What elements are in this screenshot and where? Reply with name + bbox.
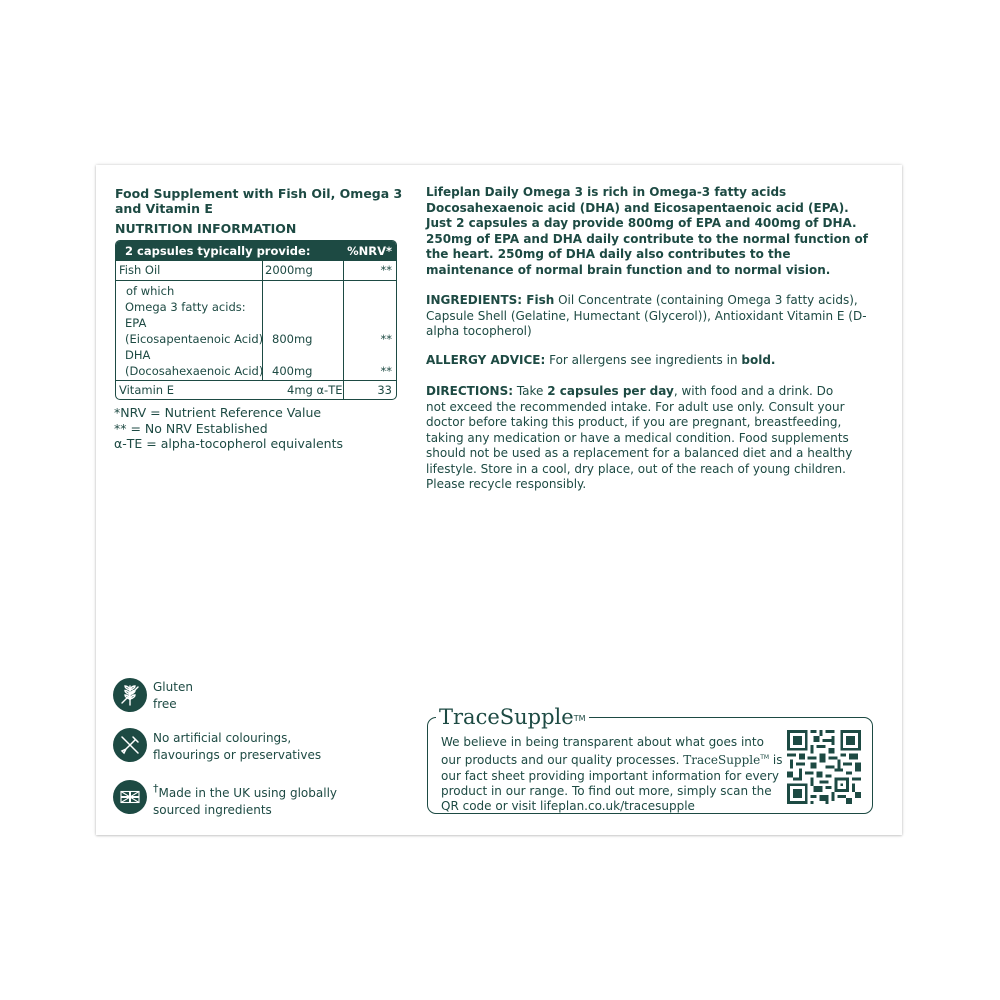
vitamin-e-name: Vitamin E xyxy=(119,383,174,397)
tracesupple-title xyxy=(436,705,589,729)
badge-line: free xyxy=(153,697,177,711)
footnote: α-TE = alpha-tocopherol equivalents xyxy=(114,436,344,451)
tracesupple-box xyxy=(427,705,873,814)
qr-code-icon[interactable] xyxy=(787,730,861,804)
divider-row1 xyxy=(116,280,396,281)
product-heading: Food Supplement with Fish Oil, Omega 3 and Vitamin E xyxy=(115,186,403,216)
fish-oil-nrv: ** xyxy=(380,263,392,277)
allergy-label: ALLERGY ADVICE: xyxy=(426,353,546,367)
nutrition-table-header xyxy=(116,241,396,261)
directions-label: DIRECTIONS: xyxy=(426,384,514,398)
divider-col1 xyxy=(262,261,263,380)
footnote: ** = No NRV Established xyxy=(114,420,268,436)
dha-amount: 400mg xyxy=(272,364,313,378)
header-right: %NRV* xyxy=(347,244,392,258)
badge-made-in-uk xyxy=(153,780,337,819)
badge-line: Gluten xyxy=(153,680,193,694)
trace-body-1: We believe in being transparent about what goes into our products and our quality processes. xyxy=(441,735,764,768)
dagger-mark: † xyxy=(153,782,159,795)
trademark: TM xyxy=(573,714,586,723)
footnote: *NRV = Nutrient Reference Value xyxy=(114,405,322,420)
back-panel xyxy=(96,165,902,835)
ingredients-text: Oil Concentrate (containing Omega 3 fatty acids), Capsule Shell (Gelatine, Humectant (Glycerol)), Antioxidant Vitamin E (D-alpha tocopherol) xyxy=(426,293,867,338)
trace-body-2: is our fact sheet providing important information for every product in our range. To find out more, simply scan the QR code or visit lifeplan.co.uk/tracesupple xyxy=(441,753,783,814)
of-which-label: of which xyxy=(126,284,175,298)
epa-name: EPA xyxy=(125,316,147,330)
header-left: 2 capsules typically provide: xyxy=(125,244,311,258)
trace-brand: TraceSupple xyxy=(683,753,761,768)
tracesupple-logo: TraceSupple xyxy=(439,705,574,729)
directions-bold: 2 capsules per day xyxy=(547,384,674,398)
trademark-small: TM xyxy=(760,754,770,762)
allergy-bold: bold. xyxy=(741,353,776,367)
no-dropper-icon xyxy=(113,728,147,762)
epa-nrv: ** xyxy=(380,332,392,346)
directions-pre: Take xyxy=(513,384,548,398)
nutrition-title: NUTRITION INFORMATION xyxy=(115,221,297,236)
ingredients xyxy=(426,293,881,340)
allergy-text: For allergens see ingredients in xyxy=(545,353,742,367)
dha-nrv: ** xyxy=(380,364,392,378)
allergy-advice xyxy=(426,353,881,369)
epa-amount: 800mg xyxy=(272,332,313,346)
badge-line: No artificial colourings, xyxy=(153,731,292,745)
nutrition-table xyxy=(115,240,397,400)
dha-full: (Docosahexaenoic Acid) xyxy=(125,364,264,378)
fish-oil-amount: 2000mg xyxy=(265,263,313,277)
omega-label: Omega 3 fatty acids: xyxy=(125,300,246,314)
badge-gluten-free xyxy=(153,679,193,713)
footnotes xyxy=(114,405,343,452)
tracesupple-text xyxy=(441,735,786,814)
fish-oil-name: Fish Oil xyxy=(119,263,161,277)
badge-line-text: Made in the UK using globally xyxy=(158,786,338,800)
directions xyxy=(426,384,856,493)
wheat-icon xyxy=(113,678,147,712)
badge-line: sourced ingredients xyxy=(153,803,272,817)
dha-name: DHA xyxy=(125,348,151,362)
divider-row2 xyxy=(116,380,396,381)
vitamin-e-amount: 4mg α-TE xyxy=(287,383,343,397)
badge-no-artificial xyxy=(153,730,321,764)
vitamin-e-nrv: 33 xyxy=(377,383,392,397)
ingredients-label: INGREDIENTS: Fish xyxy=(426,293,555,307)
union-flag-icon xyxy=(113,780,147,814)
badge-line xyxy=(153,780,337,802)
badge-line: flavourings or preservatives xyxy=(153,748,322,762)
product-intro: Lifeplan Daily Omega 3 is rich in Omega-3 fatty acids Docosahexaenoic acid (DHA) and Eicosapentaenoic acid (EPA). Just 2 capsules a day provide 800mg of EPA and 400mg of DHA. 250mg of EPA and DHA daily contribute to the normal function of the heart. 250mg of DHA daily also contributes to the maintenance of normal brain function and to normal vision. xyxy=(426,185,869,277)
directions-text: , with food and a drink. Do not exceed the recommended intake. For adult use only. Consult your doctor before taking this product, if you are pregnant, breastfeeding, taking any medication or have a medical condition. Food supplements should not be used as a replacement for a balanced diet and a healthy lifestyle. Store in a cool, dry place, out of the reach of young children. Please recycle responsibly. xyxy=(426,384,853,491)
epa-full: (Eicosapentaenoic Acid) xyxy=(125,332,264,346)
